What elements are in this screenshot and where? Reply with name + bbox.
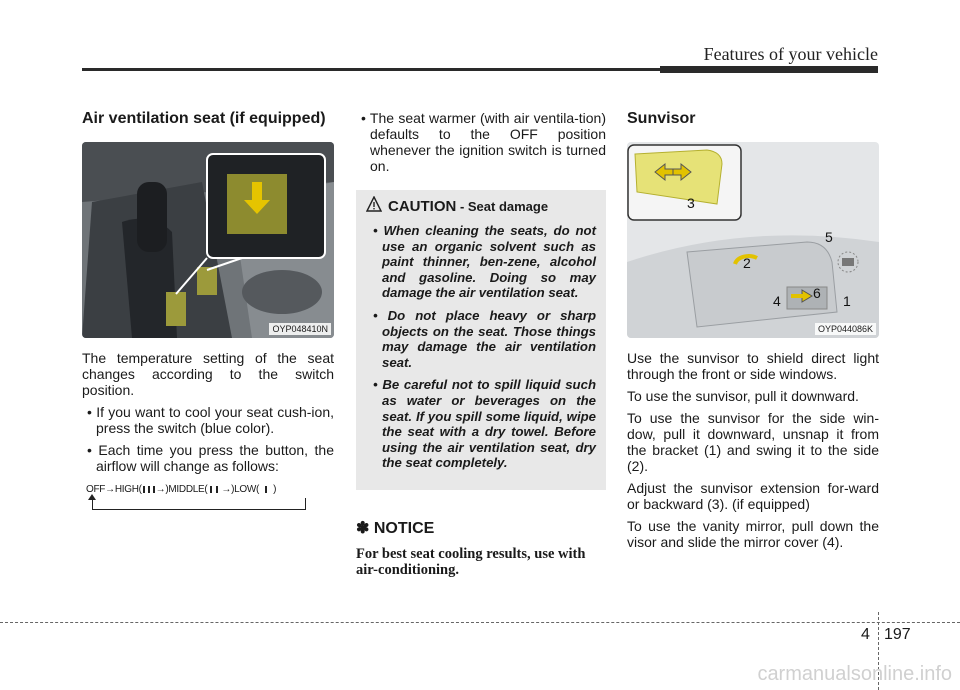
paragraph: Use the sunvisor to shield direct light through the front or side windows.	[627, 350, 879, 382]
footer-divider	[0, 622, 960, 623]
caution-title: CAUTION - Seat damage	[388, 198, 596, 215]
callout-3: 3	[687, 195, 695, 211]
bullet-item: • If you want to cool your seat cush-ion, press the switch (blue color).	[87, 404, 335, 436]
section-heading-sunvisor: Sunvisor	[627, 110, 696, 127]
header-title: Features of your vehicle	[703, 44, 878, 64]
bullet-text: Each time you press the button, the airflow will change as follows:	[96, 442, 334, 474]
page-number: 197	[884, 626, 911, 643]
cycle-return-line	[92, 498, 306, 510]
callout-6: 6	[813, 285, 821, 301]
notice-text: For best seat cooling results, use with air-conditioning.	[356, 545, 586, 578]
fan-level-2-icon	[207, 485, 221, 494]
paragraph: The temperature setting of the seat changes according to the switch position.	[82, 350, 334, 398]
fan-level-3-icon	[142, 485, 156, 494]
airflow-row: OFF→HIGH( →)MIDDLE( →)LOW( )	[86, 484, 277, 495]
warning-triangle-icon	[366, 196, 382, 212]
notice-title: ✽ NOTICE	[356, 519, 435, 537]
paragraph: To use the vanity mirror, pull down the visor and slide the mirror cover (4).	[627, 518, 879, 550]
bullet-text: The seat warmer (with air ventila-tion) defaults to the OFF position whenever the ignition switch is turned on.	[369, 110, 606, 174]
caution-box	[356, 190, 606, 490]
airflow-sequence-diagram	[82, 480, 334, 520]
console-illustration	[82, 142, 334, 338]
image-code: OYP044086K	[815, 323, 876, 335]
column-air-ventilation	[82, 110, 334, 520]
caution-item: • Do not place heavy or sharp objects on the seat. Those things may damage the air ventilation seat.	[373, 307, 597, 370]
callout-5: 5	[825, 229, 833, 245]
column-sunvisor	[627, 110, 879, 556]
chapter-number: 4	[861, 626, 870, 643]
header-rule-thick	[660, 66, 878, 73]
paragraph: Adjust the sunvisor extension for-ward or backward (3). (if equipped)	[627, 480, 879, 512]
callout-2: 2	[743, 255, 751, 271]
paragraph: To use the sunvisor, pull it downward.	[627, 388, 859, 404]
up-arrow-icon	[88, 494, 96, 500]
section-heading-air-ventilation: Air ventilation seat (if equipped)	[82, 110, 326, 127]
bullet-text: If you want to cool your seat cush-ion, press the switch (blue color).	[96, 404, 335, 436]
paragraph: To use the sunvisor for the side win-dow, pull it downward, unsnap it from the bracket (1) and swing it to the side (2).	[627, 410, 879, 474]
sunvisor-image	[627, 142, 879, 338]
column-seat-warmer	[356, 110, 606, 578]
watermark: carmanualsonline.info	[757, 663, 952, 685]
bullet-item: • The seat warmer (with air ventila-tion) defaults to the OFF position whenever the ignition switch is turned on.	[361, 110, 606, 174]
fan-level-1-icon	[259, 485, 273, 494]
callout-4: 4	[773, 293, 781, 309]
caution-item: • When cleaning the seats, do not use an organic solvent such as paint thinner, ben-zene, alcohol and gasoline. Doing so may damage the air ventilation seat.	[373, 223, 596, 301]
callout-1: 1	[843, 293, 851, 309]
caution-item: • Be careful not to spill liquid such as water or beverages on the seat. If you spill some liquid, wipe the seat with a dry towel. Before using the air ventilation seat, dry the seat completely.	[373, 377, 597, 471]
image-code: OYP048410N	[269, 323, 331, 335]
bullet-item: • Each time you press the button, the airflow will change as follows:	[87, 442, 334, 474]
console-switch-image	[82, 142, 334, 338]
arrow-icon: →	[105, 484, 115, 495]
sunvisor-illustration	[627, 142, 879, 338]
